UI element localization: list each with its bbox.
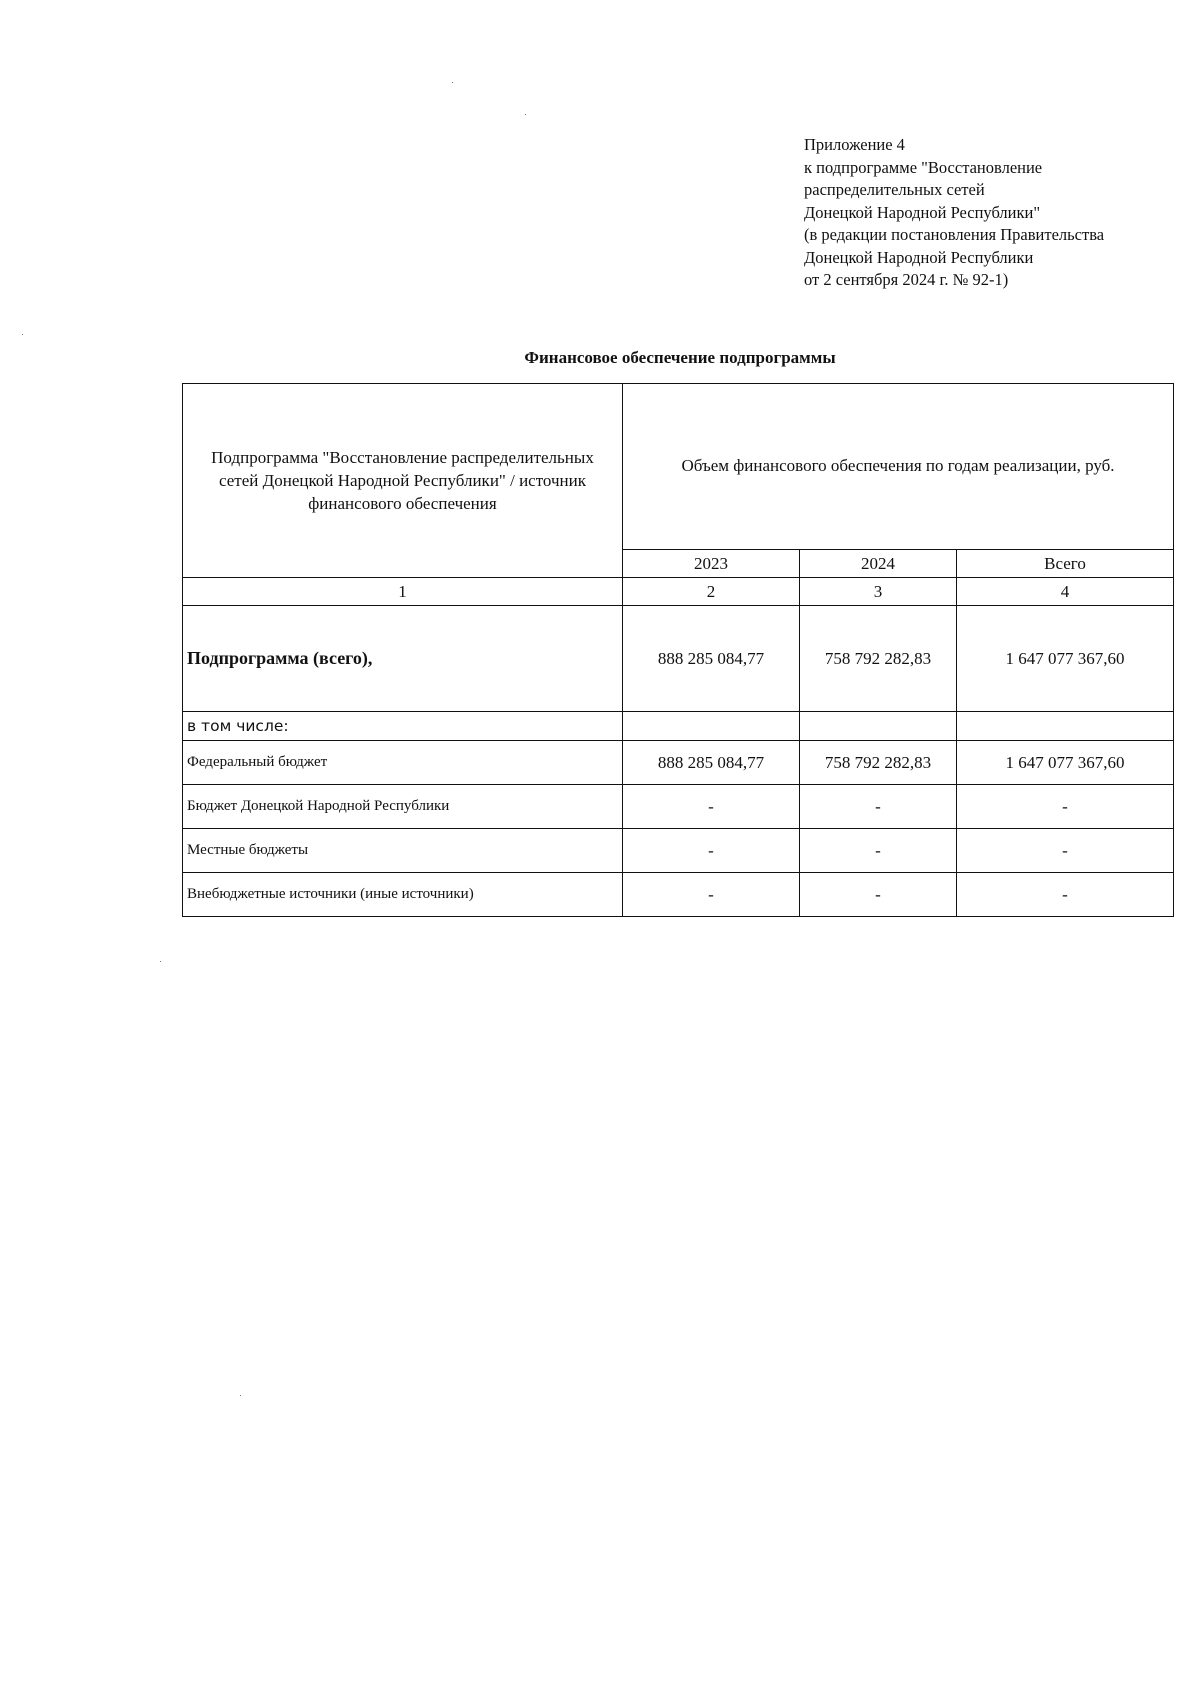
document-title: Финансовое обеспечение подпрограммы	[524, 348, 836, 367]
table-row	[183, 741, 1174, 785]
total-label: Подпрограмма (всего),	[183, 606, 623, 712]
appendix-line: Приложение 4	[804, 135, 905, 154]
including-label: в том числе:	[183, 712, 623, 741]
appendix-line: к подпрограмме "Восстановление	[804, 157, 1043, 177]
header-volume-label: Объем финансового обеспечения по годам реализации, руб.	[681, 456, 1115, 475]
source-value: -	[957, 829, 1174, 873]
table-row	[183, 785, 1174, 829]
source-label: Местные бюджеты	[183, 829, 623, 873]
appendix-line: Донецкой Народной Республики	[804, 247, 1034, 267]
table-row	[183, 829, 1174, 873]
source-value: 758 792 282,83	[800, 741, 957, 785]
appendix-line: распределительных сетей	[804, 180, 985, 199]
including-row	[183, 712, 1174, 741]
empty-cell	[800, 712, 957, 741]
source-label: Внебюджетные источники (иные источники)	[183, 873, 623, 917]
header-volume-cell	[623, 384, 1174, 550]
source-value: -	[800, 873, 957, 917]
source-value: 888 285 084,77	[623, 741, 800, 785]
total-value: 758 792 282,83	[800, 606, 957, 712]
source-value: -	[623, 785, 800, 829]
appendix-line: Донецкой Народной Республики"	[804, 202, 1041, 222]
year-cell: Всего	[957, 550, 1174, 578]
source-value: -	[957, 873, 1174, 917]
empty-cell	[957, 712, 1174, 741]
source-value: -	[800, 829, 957, 873]
total-value: 888 285 084,77	[623, 606, 800, 712]
source-value: -	[957, 785, 1174, 829]
appendix-block	[804, 134, 1104, 292]
appendix-line: (в редакции постановления Правительства	[804, 225, 1105, 244]
appendix-line: от 2 сентября 2024 г. № 92-1)	[804, 270, 1009, 289]
source-value: -	[800, 785, 957, 829]
column-number: 2	[623, 578, 800, 606]
source-value: -	[623, 829, 800, 873]
financing-table	[182, 383, 1174, 917]
table-header-row	[183, 384, 1174, 550]
empty-cell	[623, 712, 800, 741]
total-value: 1 647 077 367,60	[957, 606, 1174, 712]
source-label: Бюджет Донецкой Народной Республики	[183, 785, 623, 829]
column-number: 4	[957, 578, 1174, 606]
header-subprogram-cell: Подпрограмма "Восстановление распределительных сетей Донецкой Народной Республики" / источник финансового обеспечения	[183, 384, 623, 578]
source-label: Федеральный бюджет	[183, 741, 623, 785]
source-value: -	[623, 873, 800, 917]
source-value: 1 647 077 367,60	[957, 741, 1174, 785]
total-row	[183, 606, 1174, 712]
table-row	[183, 873, 1174, 917]
column-numbers-row	[183, 578, 1174, 606]
year-cell: 2023	[623, 550, 800, 578]
year-cell: 2024	[800, 550, 957, 578]
column-number: 3	[800, 578, 957, 606]
column-number: 1	[183, 578, 623, 606]
